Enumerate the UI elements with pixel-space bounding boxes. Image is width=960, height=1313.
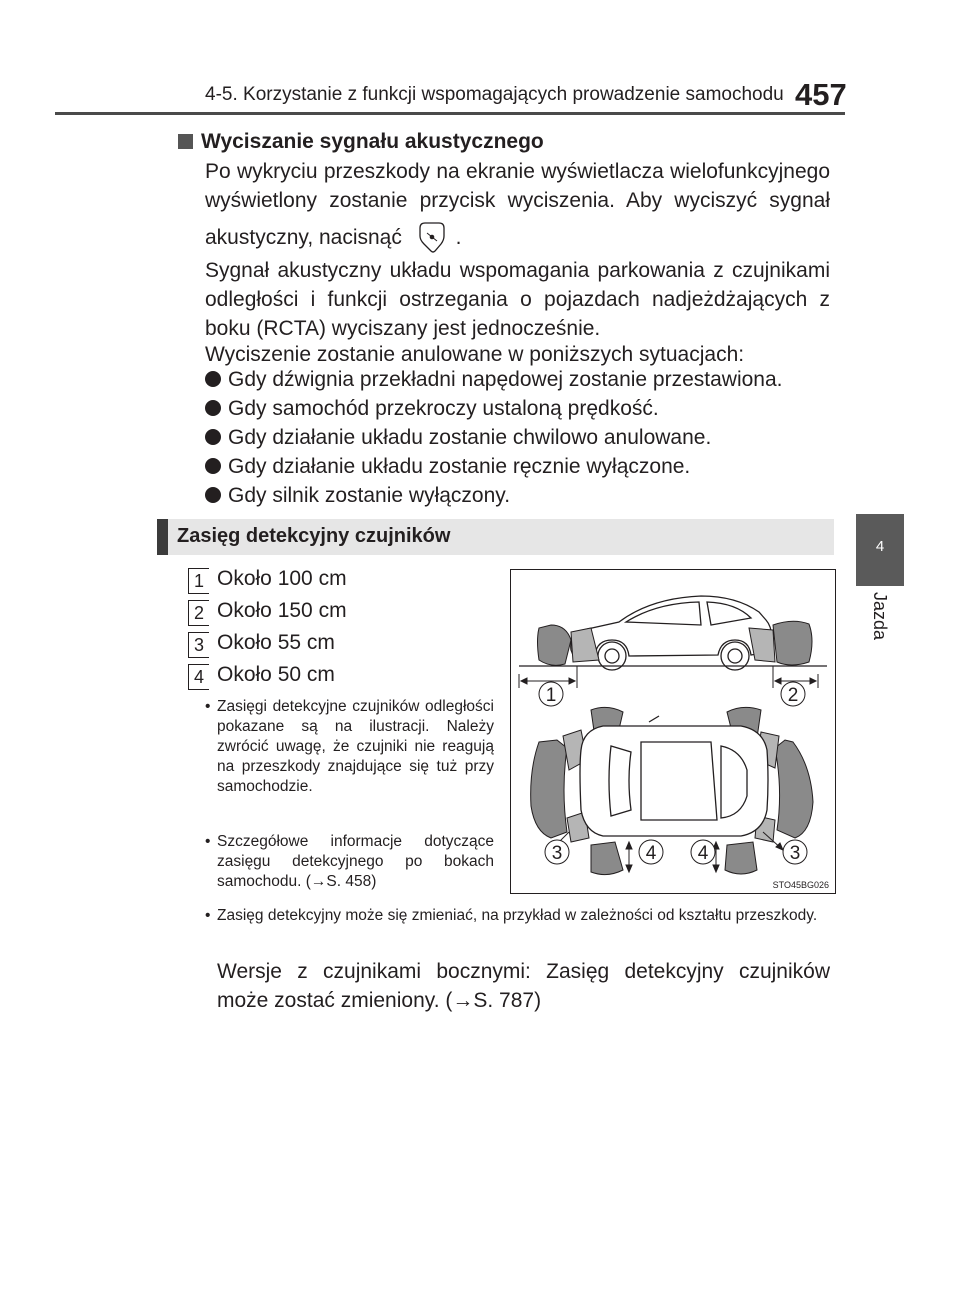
note-detection-shown: • Zasięgi detekcyjne czujników odległości pokazane są na ilustracji. Należy zwrócić uwagę, że czujniki nie reagują na przeszkody znajdujące się tuż przy samochodzie. (205, 698, 494, 795)
diagram-callout-4 (691, 840, 715, 864)
para-text: akustyczny, nacisnąć (205, 226, 402, 249)
svg-text:2: 2 (787, 685, 799, 706)
top-view-car (580, 716, 768, 846)
bullet-dot-icon (205, 487, 221, 503)
chapter-label-box (855, 592, 905, 652)
sensor-range-diagram (510, 569, 836, 894)
note-side-details: • Szczegółowe informacje dotyczące zasięgu detekcyjnego po bokach samochodu. (→S. 458) (205, 833, 494, 890)
note-text: Zasięg detekcyjny może się zmieniać, na przykład w zależności od kształtu przeszkody. (217, 907, 818, 924)
diagram-callout-3 (783, 840, 807, 864)
range-text: Około 50 cm (217, 663, 335, 686)
page-number: 457 (795, 77, 847, 112)
diagram-callout-4 (639, 840, 663, 864)
range-text: Około 100 cm (217, 567, 347, 590)
range-arrows-top (519, 666, 818, 688)
item-number: 4 (188, 664, 209, 690)
diagram-code: STO45BG026 (772, 880, 829, 890)
bullet-text: Gdy silnik zostanie wyłączony. (228, 484, 511, 507)
para-text: . (455, 226, 462, 249)
bullet-item (205, 484, 510, 508)
diagram-callout-2 (781, 682, 805, 706)
bullet-dot-icon (205, 400, 221, 416)
bullet-text: Gdy działanie układu zostanie ręcznie wyłączone. (228, 455, 691, 478)
note-text: Zasięgi detekcyjne czujników odległości pokazane są na ilustracji. Należy zwrócić uwagę, że czujniki nie reagują na przeszkody znajdujące się tuż przy samochodzie. (217, 698, 494, 795)
note-shape-dependency: • Zasięg detekcyjny może się zmieniać, na przykład w zależności od kształtu przeszkody. (205, 907, 818, 924)
para-text: Wyciszenie zostanie anulowane w poniższych sytuacjach: (205, 343, 745, 366)
note-text: Szczegółowe informacje dotyczące zasięgu detekcyjnego po bokach samochodu. (→S. 458) (217, 833, 494, 890)
bullet-item (205, 455, 690, 479)
para-text: Sygnał akustyczny układu wspomagania parkowania z czujnikami odległości i funkcji ostrzegania o pojazdach nadjeżdżających z boku (RCTA) wyciszany jest jednocześnie. (205, 259, 830, 340)
range-item (188, 631, 335, 658)
svg-text:4: 4 (645, 843, 657, 864)
para-line (205, 220, 830, 254)
bullet-item (205, 426, 711, 450)
mute-button-icon (416, 220, 446, 254)
bullet-text: Gdy dźwignia przekładni napędowej zostanie przestawiona. (228, 368, 783, 391)
bullet-dot-icon (205, 458, 221, 474)
bullet-text: Gdy samochód przekroczy ustaloną prędkość. (228, 397, 659, 420)
bullet-dot-icon (205, 371, 221, 387)
range-item (188, 567, 347, 594)
diagram-callout-1 (539, 682, 563, 706)
header-rule (55, 112, 845, 115)
svg-text:3: 3 (551, 843, 563, 864)
heading-accent-bar (157, 519, 168, 555)
para-line: Po wykryciu przeszkody na ekranie wyświetlacza wielofunkcyjnego (205, 160, 830, 183)
svg-text:4: 4 (697, 843, 709, 864)
item-number: 2 (188, 600, 209, 626)
item-number: 3 (188, 632, 209, 658)
paragraph-rcta (205, 256, 830, 343)
bullet-dot-icon (205, 429, 221, 445)
svg-text:3: 3 (789, 843, 801, 864)
item-number: 1 (188, 568, 209, 594)
section-heading-text: Zasięg detekcyjny czujników (177, 525, 451, 547)
diagram-drawing (511, 570, 835, 893)
bullet-item (205, 397, 659, 421)
paragraph-mute-intro (205, 157, 830, 254)
section-heading-detection-range (157, 519, 834, 555)
paragraph-cancel-intro (205, 340, 830, 369)
svg-text:1: 1 (545, 685, 557, 706)
bullet-text: Gdy działanie układu zostanie chwilowo anulowane. (228, 426, 712, 449)
section-heading-text: Wyciszanie sygnału akustycznego (201, 130, 544, 153)
paragraph-side-sensors (217, 957, 830, 1015)
square-bullet-icon (178, 134, 193, 149)
diagram-callout-3 (545, 840, 569, 864)
chapter-tab (856, 514, 904, 586)
range-item (188, 599, 347, 626)
chapter-number: 4 (875, 538, 885, 555)
range-text: Około 150 cm (217, 599, 347, 622)
header-section-title: 4-5. Korzystanie z funkcji wspomagających prowadzenie samochodu (205, 84, 784, 105)
bullet-item (205, 368, 783, 392)
range-text: Około 55 cm (217, 631, 335, 654)
para-text: Wersje z czujnikami bocznymi: Zasięg detekcyjny czujników może zostać zmieniony. (→S. 787) (217, 960, 830, 1012)
range-item (188, 663, 335, 690)
section-heading-mute (178, 130, 544, 154)
side-view-car (571, 596, 772, 670)
chapter-label: Jazda (870, 592, 890, 641)
para-line: wyświetlony zostanie przycisk wyciszenia. Aby wyciszyć sygnał (205, 189, 830, 212)
